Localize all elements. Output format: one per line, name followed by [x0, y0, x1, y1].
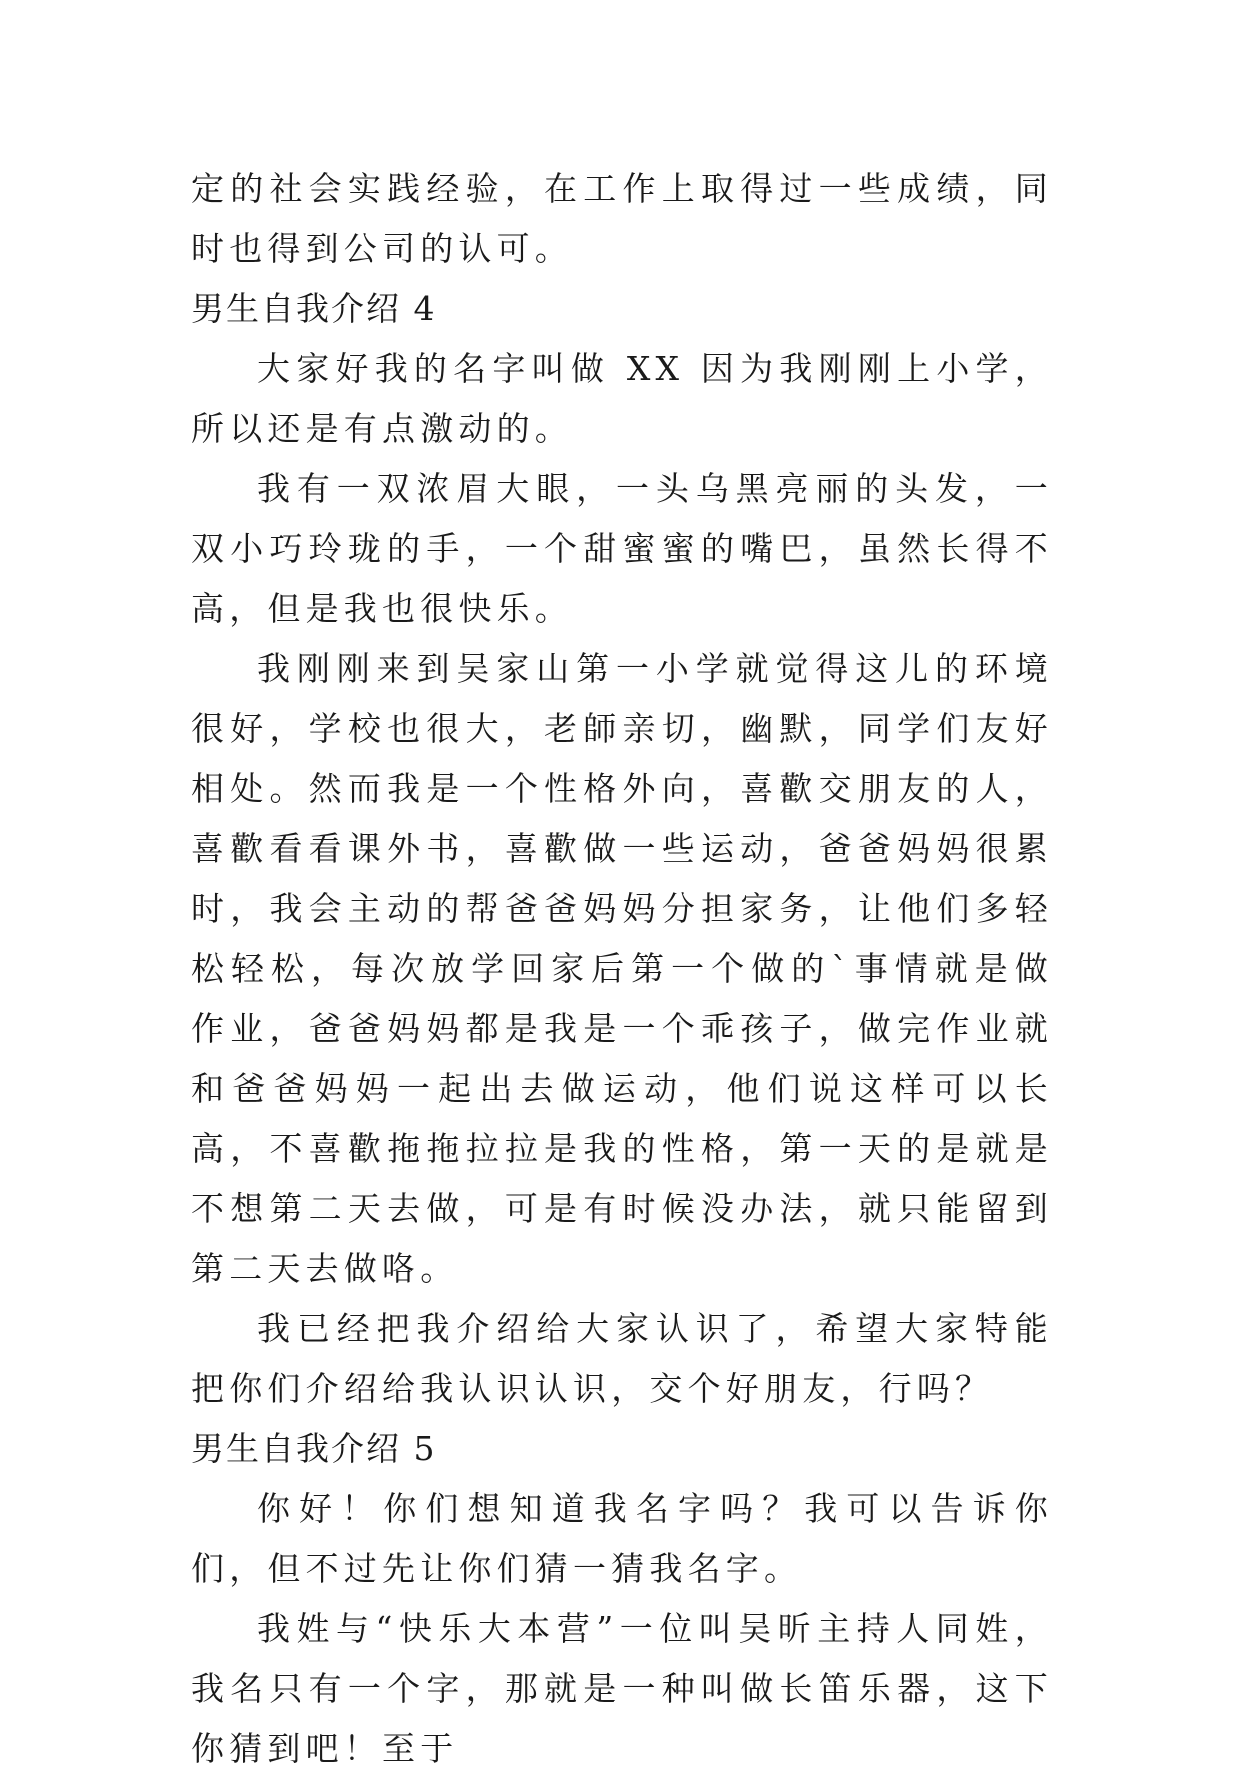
paragraph-continuation: 定的社会实践经验，在工作上取得过一些成绩，同时也得到公司的认可。	[191, 169, 1053, 268]
paragraph: 我姓与“快乐大本营”一位叫吴昕主持人同姓，我名只有一个字，那就是一种叫做长笛乐器，这下你猜到吧！至于	[191, 1609, 1053, 1768]
paragraph: 你好！你们想知道我名字吗？我可以告诉你们，但不过先让你们猜一猜我名字。	[191, 1489, 1053, 1588]
section-heading-4: 男生自我介绍 4	[191, 289, 437, 328]
paragraph: 我已经把我介绍给大家认识了，希望大家特能把你们介绍给我认识认识，交个好朋友，行吗？	[191, 1309, 1053, 1408]
document-body	[191, 159, 1053, 1779]
paragraph: 我有一双浓眉大眼，一头乌黑亮丽的头发，一双小巧玲珑的手，一个甜蜜蜜的嘴巴，虽然长得不高，但是我也很快乐。	[191, 469, 1053, 628]
section-heading-5: 男生自我介绍 5	[191, 1429, 437, 1468]
paragraph: 大家好我的名字叫做 XX 因为我刚刚上小学，所以还是有点激动的。	[191, 349, 1053, 448]
paragraph: 我刚刚来到吴家山第一小学就觉得这儿的环境很好，学校也很大，老師亲切，幽默，同学们友好相处。然而我是一个性格外向，喜歡交朋友的人，喜歡看看课外书，喜歡做一些运动，爸爸妈妈很累时，我会主动的帮爸爸妈妈分担家务，让他们多轻松轻松，每次放学回家后第一个做的`事情就是做作业，爸爸妈妈都是我是一个乖孩子，做完作业就和爸爸妈妈一起出去做运动，他们说这样可以长高，不喜歡拖拖拉拉是我的性格，第一天的是就是不想第二天去做，可是有时候没办法，就只能留到第二天去做咯。	[191, 649, 1053, 1288]
